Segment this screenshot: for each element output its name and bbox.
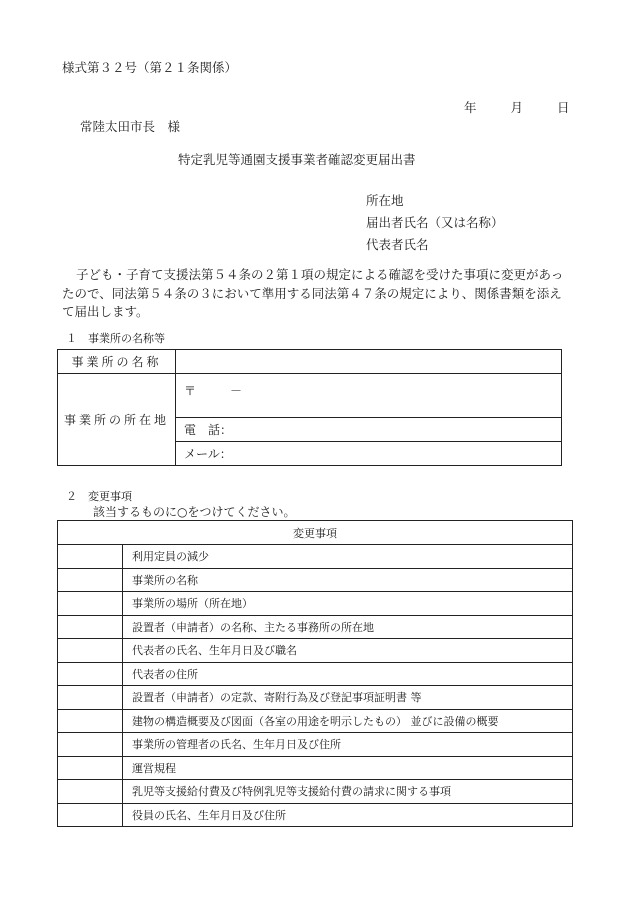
applicant-representative-label: 代表者氏名 (366, 237, 429, 252)
change-mark-cell[interactable] (58, 709, 123, 733)
table-row (58, 756, 573, 780)
change-mark-cell[interactable] (58, 780, 123, 804)
change-mark-cell[interactable] (58, 568, 123, 592)
office-postal-field[interactable] (176, 374, 562, 418)
change-mark-cell[interactable] (58, 686, 123, 710)
office-name-field[interactable] (176, 350, 562, 374)
change-item: 設置者（申請者）の名称、主たる事務所の所在地 (123, 615, 573, 639)
table-row (58, 733, 573, 757)
change-mark-cell[interactable] (58, 592, 123, 616)
table-row (58, 803, 573, 827)
email-label: メール： (184, 447, 232, 461)
office-email-field[interactable] (176, 442, 562, 466)
change-mark-cell[interactable] (58, 662, 123, 686)
change-item: 運営規程 (123, 756, 573, 780)
addressee: 常陸太田市長 様 (80, 119, 181, 134)
change-mark-cell[interactable] (58, 545, 123, 569)
table-row (58, 662, 573, 686)
date-line (464, 98, 570, 116)
change-item: 事業所の名称 (123, 568, 573, 592)
postal-mark: 〒 (184, 384, 197, 398)
office-info-table (57, 349, 562, 466)
applicant-address-label: 所在地 (366, 193, 404, 208)
office-phone-field[interactable] (176, 418, 562, 442)
table-row (58, 545, 573, 569)
office-location-label: 事業所の所在地 (58, 374, 176, 466)
change-mark-cell[interactable] (58, 803, 123, 827)
document-title: 特定乳児等通園支援事業者確認変更届出書 (178, 152, 416, 167)
table-row (58, 686, 573, 710)
section2-note: 該当するものに○をつけてください。 (93, 505, 296, 519)
form-number: 様式第３２号（第２１条関係） (62, 60, 238, 75)
change-item: 事業所の管理者の氏名、生年月日及び住所 (123, 733, 573, 757)
change-item: 役員の氏名、生年月日及び住所 (123, 803, 573, 827)
change-mark-cell[interactable] (58, 733, 123, 757)
change-item: 乳児等支援給付費及び特例乳児等支援給付費の請求に関する事項 (123, 780, 573, 804)
table-row (58, 592, 573, 616)
section2-heading: ２ 変更事項 (66, 490, 132, 503)
change-item: 設置者（申請者）の定款、寄附行為及び登記事項証明書 等 (123, 686, 573, 710)
body-text: 子ども・子育て支援法第５４条の２第１項の規定による確認を受けた事項に変更があったので、同法第５４条の３において準用する同法第４７条の規定により、関係書類を添えて届出します。 (62, 267, 564, 319)
applicant-name-label: 届出者氏名（又は名称） (366, 215, 504, 230)
office-name-label: 事業所の名称 (58, 350, 176, 374)
date-month-label: 月 (510, 100, 524, 115)
date-year-label: 年 (464, 100, 477, 115)
table-row (58, 639, 573, 663)
change-items-table (57, 520, 573, 827)
change-mark-cell[interactable] (58, 639, 123, 663)
date-day-label: 日 (557, 100, 570, 115)
change-table-header: 変更事項 (58, 521, 573, 545)
change-item: 建物の構造概要及び図面（各室の用途を明示したもの） 並びに設備の概要 (123, 709, 573, 733)
table-row (58, 780, 573, 804)
table-row (58, 568, 573, 592)
change-item: 代表者の氏名、生年月日及び職名 (123, 639, 573, 663)
change-item: 代表者の住所 (123, 662, 573, 686)
postal-dash: － (230, 384, 243, 398)
change-mark-cell[interactable] (58, 615, 123, 639)
change-mark-cell[interactable] (58, 756, 123, 780)
table-row (58, 615, 573, 639)
table-row (58, 709, 573, 733)
change-item: 利用定員の減少 (123, 545, 573, 569)
section1-heading: １ 事業所の名称等 (66, 332, 165, 345)
applicant-block (366, 190, 504, 256)
phone-label: 電 話： (184, 423, 233, 437)
change-item: 事業所の場所（所在地） (123, 592, 573, 616)
